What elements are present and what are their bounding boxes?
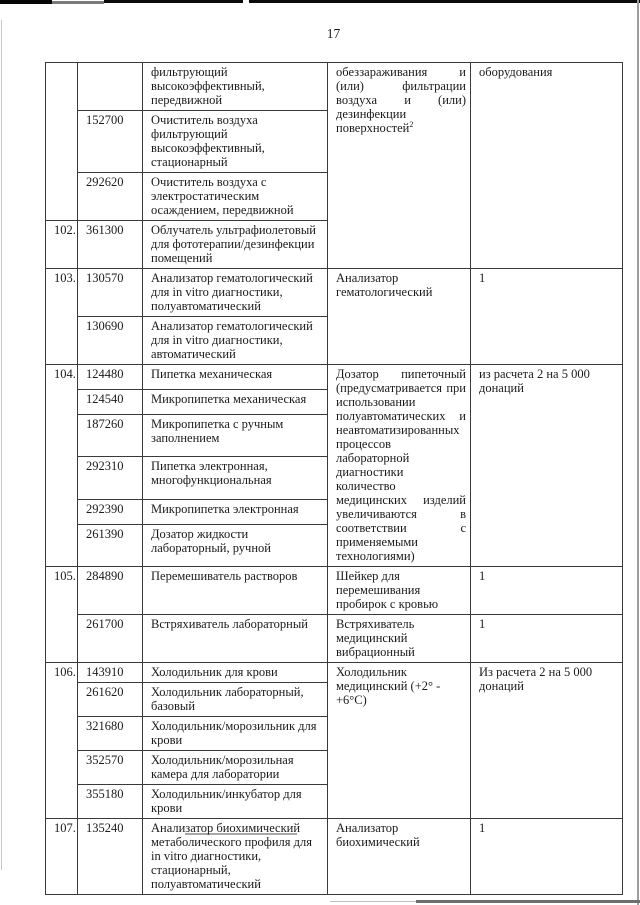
- quantity-cell: из расчета 2 на 5 000 донаций: [471, 365, 623, 567]
- row-num-cell: [46, 63, 78, 221]
- device-name-cell: Очиститель воздуха с электростатическим осаждением, передвижной: [143, 173, 328, 221]
- device-name-cell: Облучатель ультрафиолетовый для фототерапии/дезинфекции помещений: [143, 221, 328, 269]
- equipment-desc-cell: Встряхиватель медицинский вибрационный: [328, 615, 471, 663]
- equipment-desc-text: обеззараживания и (или) фильтрации воздуха и (или) дезинфекции поверхностей: [336, 65, 466, 135]
- quantity-cell: 1: [471, 615, 623, 663]
- device-code-cell: 292620: [78, 173, 143, 221]
- page-number: 17: [326, 26, 341, 41]
- device-code-cell: 124540: [78, 389, 143, 414]
- table-row: [46, 365, 623, 390]
- table-row: [46, 63, 623, 111]
- row-num-cell: 107.: [46, 819, 78, 895]
- device-name-cell: Холодильник для крови: [143, 663, 328, 683]
- device-code-cell: 321680: [78, 717, 143, 751]
- device-code-cell: 135240: [78, 819, 143, 895]
- table-row: [46, 615, 623, 663]
- quantity-cell: 1: [471, 567, 623, 615]
- device-name-cell: Анализатор гематологический для in vitro диагностики, полуавтоматический: [143, 269, 328, 317]
- quantity-cell: 1: [471, 819, 623, 895]
- device-name-cell: Микропипетка с ручным заполнением: [143, 414, 328, 456]
- device-code-cell: 143910: [78, 663, 143, 683]
- device-name-cell: Пипетка механическая: [143, 365, 328, 390]
- row-num-cell: 104.: [46, 365, 78, 567]
- device-name-cell: Дозатор жидкости лабораторный, ручной: [143, 524, 328, 566]
- scan-artifact-bottom-line: [416, 900, 640, 903]
- device-name-cell: Микропипетка электронная: [143, 499, 328, 524]
- footnote-marker: 2: [409, 119, 414, 129]
- equipment-table: [45, 62, 623, 895]
- device-code-cell: [78, 63, 143, 111]
- device-code-cell: 292310: [78, 457, 143, 499]
- device-name-cell: Холодильник лабораторный, базовый: [143, 683, 328, 717]
- equipment-desc-cell: [328, 63, 471, 269]
- row-num-cell: 106.: [46, 663, 78, 819]
- row-num-cell: 102.: [46, 221, 78, 269]
- device-name-cell: Пипетка электронная, многофункциональная: [143, 457, 328, 499]
- device-code-cell: 361300: [78, 221, 143, 269]
- device-code-cell: 130570: [78, 269, 143, 317]
- scan-artifact-top-bar: [249, 0, 640, 3]
- equipment-desc-cell: Шейкер для перемешивания пробирок с кровью: [328, 567, 471, 615]
- device-name-cell: фильтрующий высокоэффективный, передвижной: [143, 63, 328, 111]
- scan-artifact-top-bar: [0, 0, 52, 4]
- device-code-cell: 284890: [78, 567, 143, 615]
- row-num-cell: 103.: [46, 269, 78, 365]
- device-name-cell: Холодильник/инкубатор для крови: [143, 785, 328, 819]
- device-code-cell: 352570: [78, 751, 143, 785]
- table-row: [46, 269, 623, 317]
- quantity-cell: 1: [471, 269, 623, 365]
- scan-artifact-left-edge: [1, 20, 2, 870]
- quantity-cell: Из расчета 2 на 5 000 донаций: [471, 663, 623, 819]
- equipment-desc-cell: Анализатор гематологический: [328, 269, 471, 365]
- device-name-cell: Перемешиватель растворов: [143, 567, 328, 615]
- device-code-cell: 261390: [78, 524, 143, 566]
- device-code-cell: 124480: [78, 365, 143, 390]
- device-code-cell: 152700: [78, 111, 143, 173]
- device-code-cell: 261700: [78, 615, 143, 663]
- quantity-cell: оборудования: [471, 63, 623, 269]
- device-code-cell: 187260: [78, 414, 143, 456]
- device-name-cell: Встряхиватель лабораторный: [143, 615, 328, 663]
- device-name-cell: Анализатор гематологический для in vitro диагностики, автоматический: [143, 317, 328, 365]
- table-row: [46, 663, 623, 683]
- scan-artifact-top-bar: [52, 1, 104, 4]
- equipment-desc-cell: Холодильник медицинский (+2° - +6°С): [328, 663, 471, 819]
- equipment-desc-cell: Дозатор пипеточный (предусматривается при использовании полуавтоматических и неавтоматизированных процессов лабораторной диагностики количество медицинских изделий увеличиваются в соответствии с применяемыми технологиями): [328, 365, 471, 567]
- device-code-cell: 130690: [78, 317, 143, 365]
- device-name-cell: Холодильник/морозильная камера для лаборатории: [143, 751, 328, 785]
- table-row: [46, 567, 623, 615]
- scan-artifact-top-bar: [104, 0, 243, 3]
- device-name-cell: Анализатор биохимический метаболического профиля для in vitro диагностики, стационарный, полуавтоматический: [143, 819, 328, 895]
- equipment-desc-cell: Анализатор биохимический: [328, 819, 471, 895]
- device-code-cell: 261620: [78, 683, 143, 717]
- device-name-cell: Холодильник/морозильник для крови: [143, 717, 328, 751]
- device-code-cell: 292390: [78, 499, 143, 524]
- table-row: [46, 819, 623, 895]
- device-name-cell: Микропипетка механическая: [143, 389, 328, 414]
- row-num-cell: 105.: [46, 567, 78, 663]
- scan-artifact-right-edge: [637, 0, 639, 905]
- device-name-cell: Очиститель воздуха фильтрующий высокоэффективный, стационарный: [143, 111, 328, 173]
- scan-artifact-bottom-line: [330, 901, 416, 902]
- device-code-cell: 355180: [78, 785, 143, 819]
